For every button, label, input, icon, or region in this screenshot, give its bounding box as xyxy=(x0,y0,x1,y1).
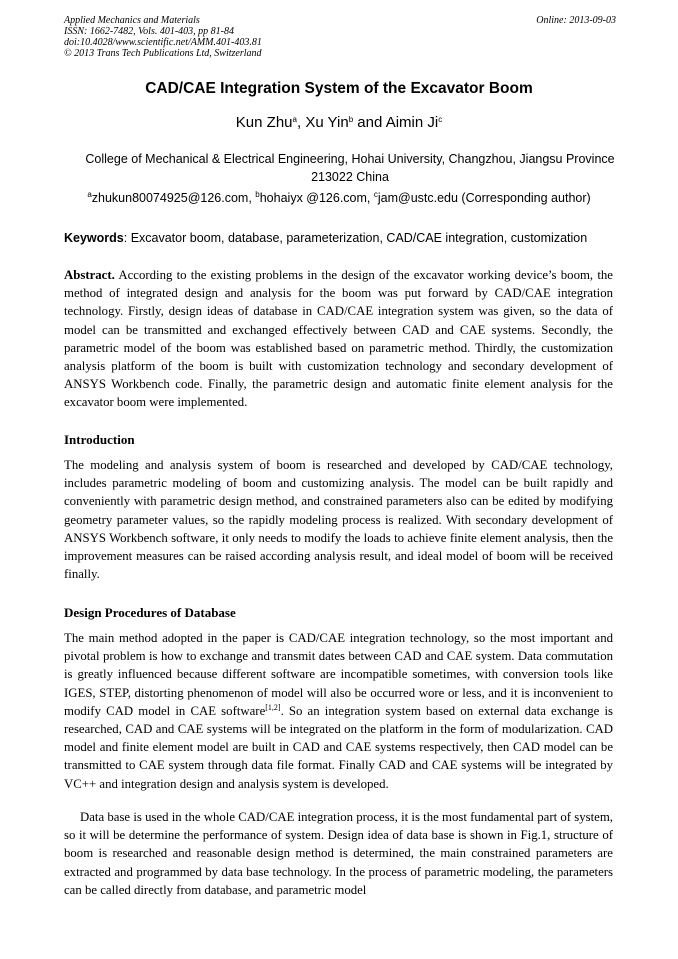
email-superscript: c xyxy=(373,190,378,199)
design-heading: Design Procedures of Database xyxy=(64,605,236,620)
issn-line: ISSN: 1662-7482, Vols. 401-403, pp 81-84 xyxy=(64,26,234,37)
email-address: zhukun80074925@126.com, xyxy=(91,191,256,205)
paper-title: CAD/CAE Integration System of the Excavator Boom xyxy=(145,80,533,97)
email-list xyxy=(0,191,678,205)
design-p1-text: The main method adopted in the paper is CAD/CAE integration technology, so the most important and pivotal problem is how to exchange and transmit dates between CAD and CAE system. Data commutation is greatly influenced because different software are incompatible sometimes, with conversion tools like IGES, STEP, distorting phenomenon of model will also be occurred wore or less, and it is inconvenient to modify CAD model in CAE software xyxy=(64,631,613,718)
email-address: hohaiyx @126.com, xyxy=(259,191,374,205)
design-p1-text-cont: . So an integration system based on external data exchange is researched, CAD and CAE systems will be integrated on the platform in the form of modularization. CAD model and finite element model are built in CAD and CAE systems respectively, then CAD model can be transmitted to CAE system through data file format. Finally CAD and CAE systems will be integrated by VC++ and integration design and analysis system is developed. xyxy=(64,703,613,791)
author-superscript: c xyxy=(438,115,443,124)
affiliation: College of Mechanical & Electrical Engineering, Hohai University, Changzhou, Jiangsu Province 213022 China xyxy=(85,152,615,184)
author-separator: , xyxy=(296,114,306,131)
email-address: jam@ustc.edu (Corresponding author) xyxy=(377,191,591,205)
author-name: Xu Yin xyxy=(305,114,349,131)
email-superscript: b xyxy=(255,190,260,199)
design-paragraph-2: Data base is used in the whole CAD/CAE integration process, it is the most fundamental part of system, so it will be determine the performance of system. Design idea of data base is shown in Fig.1, structure of boom is researched and reasonable design method is determined, the main constrained parameters are extracted and programmed by data base technology. In the process of parametric modeling, the parameters can be called directly from database, and parametric model xyxy=(64,810,613,897)
design-paragraph-1 xyxy=(64,629,613,793)
abstract-text: According to the existing problems in the design of the excavator working device’s boom, the method of integrated design and analysis for the boom was put forward by CAD/CAE integration technology. Firstly, design ideas of database in CAD/CAE integration system was given, so the data of model can be transmitted and exchanged effectively between CAD and CAE systems. Secondly, the parametric model of the boom was established based on parametric method. Thirdly, the customization analysis platform of the boom is built with customization technology and secondary development of ANSYS Workbench code. Finally, the parametric design and automatic finite element analysis for the excavator boom were implemented. xyxy=(64,268,613,410)
author-name: Kun Zhu xyxy=(235,114,293,131)
author-list xyxy=(0,114,678,131)
copyright-line: © 2013 Trans Tech Publications Ltd, Switzerland xyxy=(64,48,262,59)
keywords-text: : Excavator boom, database, parameterization, CAD/CAE integration, customization xyxy=(123,231,588,245)
introduction-heading: Introduction xyxy=(64,432,135,447)
citation: [1,2] xyxy=(265,702,281,712)
abstract-label: Abstract. xyxy=(64,268,115,282)
author-name: Aimin Ji xyxy=(385,114,439,131)
journal-header xyxy=(64,15,616,59)
author-superscript: b xyxy=(348,115,354,124)
journal-name: Applied Mechanics and Materials xyxy=(64,15,200,26)
email-superscript: a xyxy=(87,190,92,199)
introduction-paragraph: The modeling and analysis system of boom is researched and developed by CAD/CAE technology, includes parametric modeling of boom and customizing analysis. The model can be built rapidly and conveniently with parametric design method, and constrained parameters also can be edited by modifying geometry parameter values, so the rapidly modeling process is realized. With secondary development of ANSYS Workbench software, it only needs to modify the loads to achieve finite element analysis, then the improvement measures can be raised according analysis result, and ideal model of boom will be received finally. xyxy=(64,458,613,582)
author-separator: and xyxy=(353,114,386,131)
keywords-label: Keywords xyxy=(64,231,124,245)
online-date: Online: 2013-09-03 xyxy=(536,15,616,26)
author-superscript: a xyxy=(292,115,297,124)
doi-line: doi:10.4028/www.scientific.net/AMM.401-403.81 xyxy=(64,37,262,48)
abstract xyxy=(64,266,613,412)
keywords xyxy=(64,231,616,245)
